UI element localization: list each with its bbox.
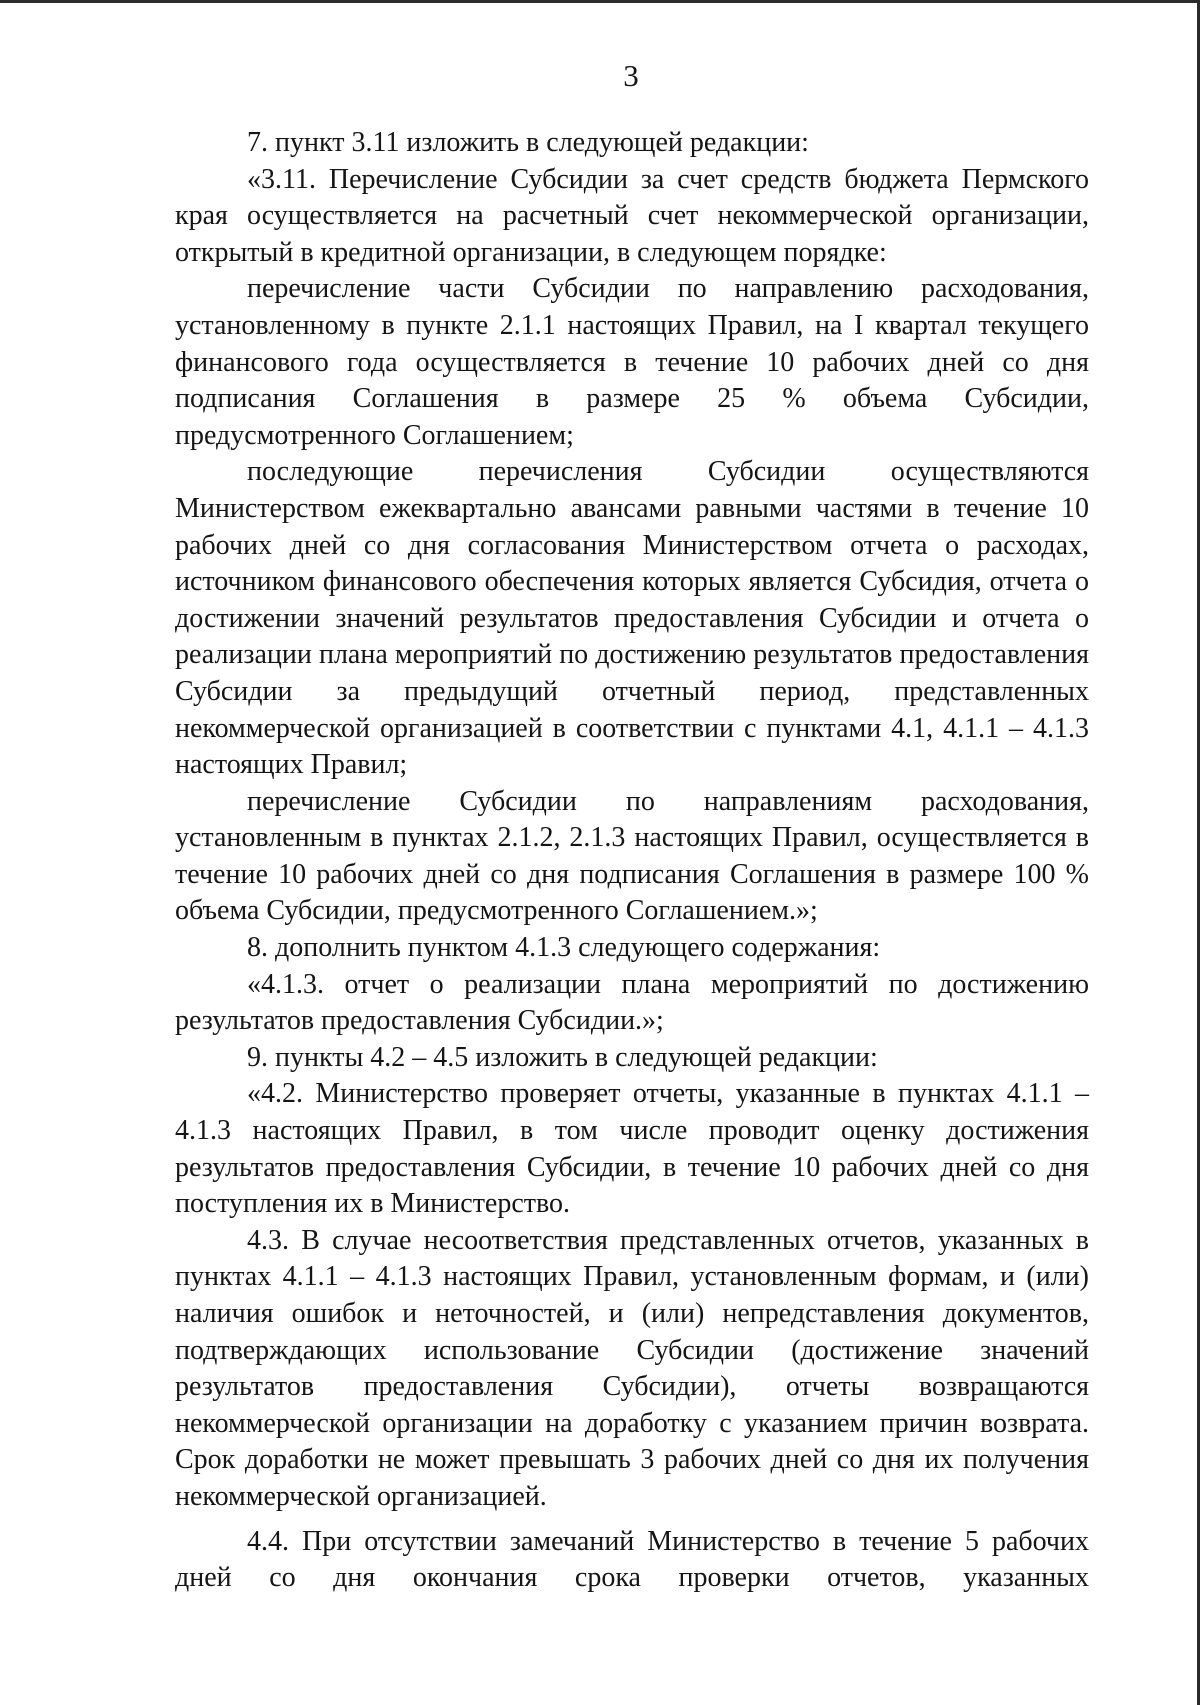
paragraph-transfer-directions: перечисление Субсидии по направлениям расходования, установленным в пунктах 2.1.2, 2.1.3 настоящих Правил, осуществляется в течение 10 рабочих дней со дня подписания Соглашения в размере 100 % объема Субсидии, предусмотренного Соглашением.»; <box>175 785 1089 927</box>
paragraph-item-7: 7. пункт 3.11 изложить в следующей редакции: <box>247 127 809 158</box>
paragraph-subsequent-transfers: последующие перечисления Субсидии осуществляются Министерством ежеквартально авансами равными частями в течение 10 рабочих дней со дня согласования Министерством отчета о расходах, источником финансового обеспечения которых является Субсидия, отчета о достижении значений результатов предоставления Субсидии и отчета о реализации плана мероприятий по достижению результатов предоставления Субсидии за предыдущий отчетный период, представленных некоммерческой организацией в соответствии с пунктами 4.1, 4.1.1 – 4.1.3 настоящих Правил; <box>175 456 1089 781</box>
scan-edge-top <box>0 0 1200 3</box>
paragraph-item-8: 8. дополнить пунктом 4.1.3 следующего содержания: <box>247 932 881 964</box>
paragraph-clause-4-3: 4.3. В случае несоответствия представленных отчетов, указанных в пунктах 4.1.1 – 4.1.3 настоящих Правил, установленным формам, и (или) наличия ошибок и неточностей, и (или) непредставления документов, подтверждающих использование Субсидии (достижение значений результатов предоставления Субсидии), отчеты возвращаются некоммерческой организации на доработку с указанием причин возврата. Срок доработки не может превышать 3 рабочих дней со дня их получения некоммерческой организацией. <box>175 1224 1089 1512</box>
paragraph-transfer-first-quarter: перечисление части Субсидии по направлению расходования, установленному в пункте 2.1.1 настоящих Правил, на I квартал текущего финансового года осуществляется в течение 10 рабочих дней со дня подписания Соглашения в размере 25 % объема Субсидии, предусмотренного Соглашением; <box>175 273 1089 451</box>
page-number: 3 <box>623 58 639 93</box>
paragraph-item-9: 9. пункты 4.2 – 4.5 изложить в следующей редакции: <box>247 1041 878 1073</box>
paragraph-clause-4-1-3: «4.1.3. отчет о реализации плана мероприятий по достижению результатов предоставления Субсидии.»; <box>175 968 1089 1037</box>
document-body <box>175 125 1089 1597</box>
paragraph-clause-4-2: «4.2. Министерство проверяет отчеты, указанные в пунктах 4.1.1 – 4.1.3 настоящих Правил, в том числе проводит оценку достижения результатов предоставления Субсидии, в течение 10 рабочих дней со дня поступления их в Министерство. <box>175 1078 1089 1220</box>
paragraph-clause-4-4: 4.4. При отсутствии замечаний Министерство в течение 5 рабочих дней со дня окончания срока проверки отчетов, указанных <box>175 1525 1089 1594</box>
paragraph-clause-3-11: «3.11. Перечисление Субсидии за счет средств бюджета Пермского края осуществляется на расчетный счет некоммерческой организации, открытый в кредитной организации, в следующем порядке: <box>175 163 1089 268</box>
